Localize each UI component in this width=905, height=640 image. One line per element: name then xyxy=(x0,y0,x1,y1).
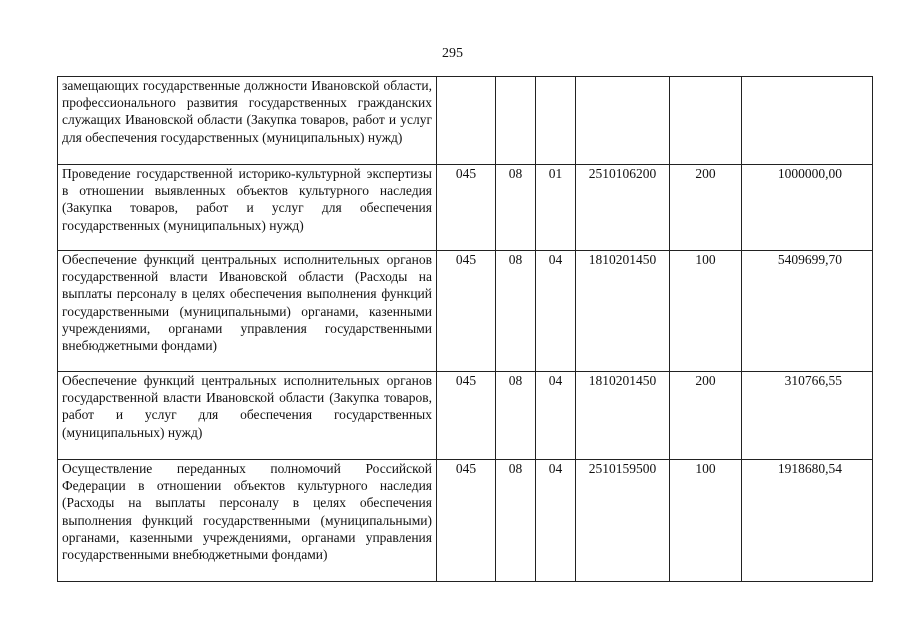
row-expense-type-code xyxy=(670,77,742,165)
row-description: Осуществление переданных полномочий Российской Федерации в отношении объектов культурного наследия (Расходы на выплаты персоналу в целях обеспечения выполнения функций государственными (муниципальными) органами, казенными учреждениями, органами управления государственными внебюджетными фондами) xyxy=(58,460,437,582)
row-grbs-code: 045 xyxy=(437,460,496,582)
row-target-article-code: 2510159500 xyxy=(576,460,670,582)
row-description: замещающих государственные должности Ивановской области, профессионального развития государственных гражданских служащих Ивановской области (Закупка товаров, работ и услуг для обеспечения государственных (муниципальных) нужд) xyxy=(58,77,437,165)
row-section-code: 08 xyxy=(496,460,536,582)
page-number: 295 xyxy=(442,46,463,61)
row-grbs-code: 045 xyxy=(437,165,496,251)
table-row xyxy=(58,372,873,460)
row-target-article-code: 1810201450 xyxy=(576,251,670,372)
row-subsection-code: 04 xyxy=(536,251,576,372)
table-row xyxy=(58,77,873,165)
row-target-article-code: 1810201450 xyxy=(576,372,670,460)
row-subsection-code: 04 xyxy=(536,372,576,460)
row-amount xyxy=(742,77,873,165)
row-amount: 5409699,70 xyxy=(742,251,873,372)
row-expense-type-code: 100 xyxy=(670,251,742,372)
row-subsection-code xyxy=(536,77,576,165)
row-section-code xyxy=(496,77,536,165)
table-row xyxy=(58,460,873,582)
row-description: Проведение государственной историко-культурной экспертизы в отношении выявленных объектов культурного наследия (Закупка товаров, работ и услуг для обеспечения государственных (муниципальных) нужд) xyxy=(58,165,437,251)
table-row xyxy=(58,251,873,372)
row-subsection-code: 01 xyxy=(536,165,576,251)
row-grbs-code xyxy=(437,77,496,165)
row-grbs-code: 045 xyxy=(437,372,496,460)
budget-table xyxy=(57,76,873,582)
row-expense-type-code: 100 xyxy=(670,460,742,582)
row-target-article-code: 2510106200 xyxy=(576,165,670,251)
row-amount: 1918680,54 xyxy=(742,460,873,582)
row-amount: 1000000,00 xyxy=(742,165,873,251)
table-row xyxy=(58,165,873,251)
row-expense-type-code: 200 xyxy=(670,165,742,251)
row-target-article-code xyxy=(576,77,670,165)
row-amount: 310766,55 xyxy=(742,372,873,460)
row-section-code: 08 xyxy=(496,251,536,372)
row-grbs-code: 045 xyxy=(437,251,496,372)
row-description: Обеспечение функций центральных исполнительных органов государственной власти Ивановской области (Закупка товаров, работ и услуг для обеспечения государственных (муниципальных) нужд) xyxy=(58,372,437,460)
row-expense-type-code: 200 xyxy=(670,372,742,460)
row-description: Обеспечение функций центральных исполнительных органов государственной власти Ивановской области (Расходы на выплаты персоналу в целях обеспечения выполнения функций государственными (муниципальными) органами, казенными учреждениями, органами управления государственными внебюджетными фондами) xyxy=(58,251,437,372)
row-subsection-code: 04 xyxy=(536,460,576,582)
row-section-code: 08 xyxy=(496,372,536,460)
row-section-code: 08 xyxy=(496,165,536,251)
